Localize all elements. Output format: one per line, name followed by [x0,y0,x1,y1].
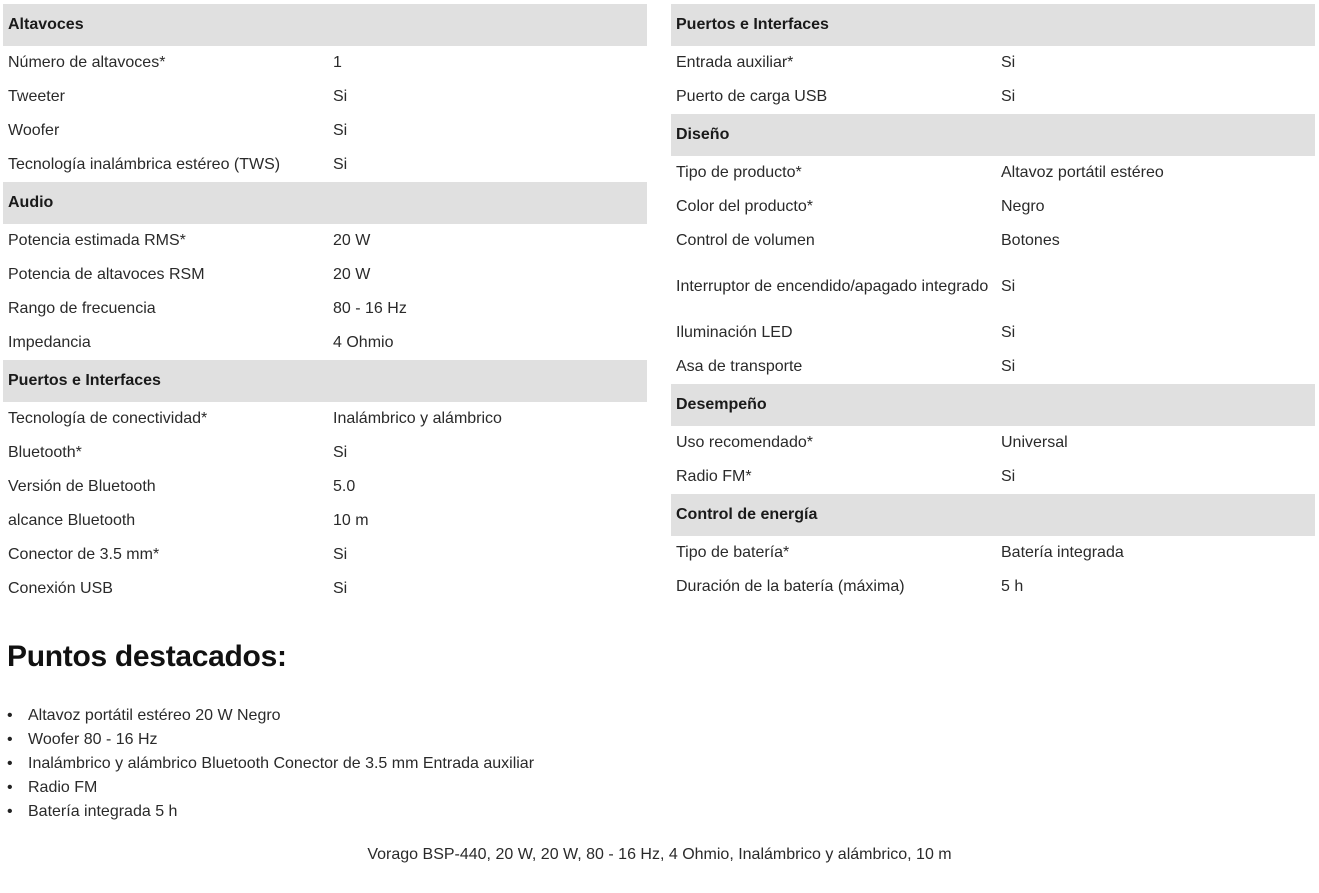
spec-label: Uso recomendado* [676,434,813,451]
spec-row [671,426,1315,460]
spec-label: Rango de frecuencia [8,300,156,317]
section-header-puertos-e-interfaces: Puertos e Interfaces [671,4,1315,46]
spec-label: Tecnología inalámbrica estéreo (TWS) [8,156,281,173]
spec-row [3,402,647,436]
spec-value: Si [1001,278,1016,295]
spec-value: Si [1001,54,1016,71]
spec-row [3,148,647,182]
spec-label: Duración de la batería (máxima) [676,578,905,595]
spec-label: Puerto de carga USB [676,88,828,105]
spec-value: Altavoz portátil estéreo [1001,164,1164,181]
spec-value: Universal [1001,434,1068,451]
spec-value: Inalámbrico y alámbrico [333,410,502,427]
spec-label: Control de volumen [676,232,815,249]
spec-label: Conexión USB [8,580,113,597]
section-header-desempeno: Desempeño [671,384,1315,426]
spec-value: Si [333,88,348,105]
spec-label: Conector de 3.5 mm* [8,546,160,563]
spec-row [671,46,1315,80]
section-header-puertos-e-interfaces: Puertos e Interfaces [3,360,647,402]
spec-row [671,536,1315,570]
spec-value: Si [333,444,348,461]
spec-value: Si [333,580,348,597]
spec-row [3,470,647,504]
spec-label: Potencia estimada RMS* [8,232,186,249]
highlight-item: • Inalámbrico y alámbrico Bluetooth Conector de 3.5 mm Entrada auxiliar [7,752,534,776]
spec-value: Si [1001,324,1016,341]
spec-label: Número de altavoces* [8,54,166,71]
spec-value: Negro [1001,198,1045,215]
highlight-item: • Altavoz portátil estéreo 20 W Negro [7,704,534,728]
highlight-item: • Radio FM [7,776,534,800]
spec-row [671,570,1315,604]
spec-label: Versión de Bluetooth [8,478,156,495]
spec-label: Potencia de altavoces RSM [8,266,205,283]
spec-row [3,326,647,360]
spec-label: Radio FM* [676,468,752,485]
spec-value: Si [1001,468,1016,485]
spec-value: Si [333,156,348,173]
section-header-control-de-energia: Control de energía [671,494,1315,536]
spec-label: Tipo de producto* [676,164,802,181]
spec-value: 80 - 16 Hz [333,300,407,317]
spec-value: Si [333,122,348,139]
spec-value: 20 W [333,232,371,249]
spec-label: Asa de transporte [676,358,803,375]
spec-row [3,436,647,470]
spec-value: 5 h [1001,578,1024,595]
highlights-title: Puntos destacados: [7,640,287,673]
spec-value: 5.0 [333,478,356,495]
spec-row [3,538,647,572]
spec-label: Tipo de batería* [676,544,790,561]
highlight-item: • Woofer 80 - 16 Hz [7,728,534,752]
spec-value: 4 Ohmio [333,334,394,351]
spec-label: Interruptor de encendido/apagado integrado [676,278,989,295]
spec-label: alcance Bluetooth [8,512,136,529]
spec-row [671,156,1315,190]
section-header-diseno: Diseño [671,114,1315,156]
section-header-audio: Audio [3,182,647,224]
highlights-section [7,640,534,824]
spec-table-left [3,4,647,606]
spec-row [671,224,1315,258]
spec-row [3,224,647,258]
spec-row [3,258,647,292]
spec-value: Si [333,546,348,563]
spec-value: 10 m [333,512,369,529]
spec-value: Batería integrada [1001,544,1124,561]
spec-row [671,190,1315,224]
spec-value: Botones [1001,232,1060,249]
spec-label: Tecnología de conectividad* [8,410,208,427]
spec-label: Impedancia [8,334,91,351]
spec-label: Iluminación LED [676,324,793,341]
spec-row [671,258,1315,316]
section-header-altavoces: Altavoces [3,4,647,46]
spec-value: Si [1001,88,1016,105]
spec-row [3,292,647,326]
spec-row [3,46,647,80]
spec-row [3,114,647,148]
spec-row [3,572,647,606]
spec-label: Bluetooth* [8,444,82,461]
spec-row [671,316,1315,350]
spec-value: 20 W [333,266,371,283]
spec-label: Entrada auxiliar* [676,54,794,71]
spec-value: Si [1001,358,1016,375]
spec-row [671,350,1315,384]
spec-row [671,80,1315,114]
spec-value: 1 [333,54,342,71]
spec-row [671,460,1315,494]
highlights-list [7,704,534,824]
spec-label: Tweeter [8,88,65,105]
spec-label: Woofer [8,122,60,139]
product-summary: Vorago BSP-440, 20 W, 20 W, 80 - 16 Hz, 4 Ohmio, Inalámbrico y alámbrico, 10 m [367,846,952,863]
spec-row [3,80,647,114]
spec-table-right [671,4,1315,604]
spec-label: Color del producto* [676,198,813,215]
spec-row [3,504,647,538]
highlight-item: • Batería integrada 5 h [7,800,534,824]
